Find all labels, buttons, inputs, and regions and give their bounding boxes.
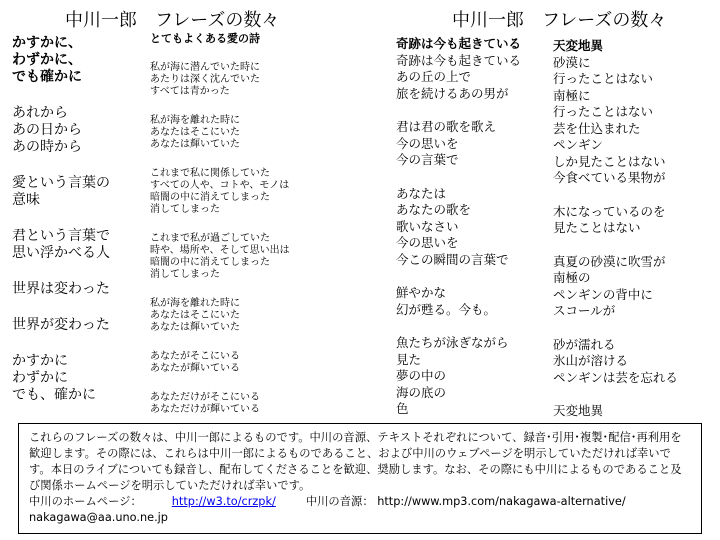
poem-line: あなただけが輝いている <box>150 404 260 415</box>
page-title-right: 中川一郎 フレーズの数々 <box>452 10 667 31</box>
poem-line: すべては青かった <box>150 86 230 97</box>
poem-line: かすかに <box>12 353 68 369</box>
poem-line: あなたは <box>396 185 447 201</box>
poem-line: あなたが輝いている <box>150 363 240 374</box>
poem-line: あなたはそこにいた <box>150 127 240 138</box>
poem-line: 見たことはない <box>553 220 641 235</box>
poem-line: 歌いなさい <box>396 218 459 234</box>
poem-line: 今の思いを <box>396 135 459 151</box>
contact-email: nakagawa@aa.uno.ne.jp <box>29 511 168 524</box>
poem-heading: かすかに、 <box>12 35 82 51</box>
poem-line: 暗闇の中に消えてしまった <box>150 257 270 268</box>
poem-line: 海の底の <box>396 384 447 400</box>
poem-line: あれから <box>12 105 68 121</box>
homepage-label: 中川のホームページ： <box>29 495 142 508</box>
poem-line: ペンギンは芸を忘れる <box>553 369 678 385</box>
poem-line: 消してしまった <box>150 204 220 215</box>
poem-line: あの丘の上で <box>396 69 472 84</box>
poem-line: 時や、場所や、そして思い出は <box>150 245 290 256</box>
poem-line: 芸を仕込まれた <box>553 120 641 136</box>
poem-line: 奇跡は今も起きている <box>396 52 522 68</box>
page-title-left: 中川一郎 フレーズの数々 <box>65 10 280 31</box>
poem-line: 君は君の歌を歌え <box>396 119 497 134</box>
poem-line: 今の言葉で <box>396 152 459 167</box>
poem-line: 今の思いを <box>396 235 459 250</box>
poem-line: 鮮やかな <box>396 285 447 300</box>
copyright-notice-box <box>18 423 702 534</box>
poem-line: 今この瞬間の言葉で <box>396 251 509 267</box>
poem-column-tenpen-chii <box>553 38 713 420</box>
poem-line: 見た <box>396 351 422 367</box>
poem-line: 砂漠に <box>553 54 591 70</box>
poem-line: あなたの歌を <box>396 202 472 217</box>
poem-line: これまで私に関係していた <box>150 168 270 179</box>
poem-line: 魚たちが泳ぎながら <box>396 335 509 350</box>
poem-line: あなたがそこにいる <box>150 351 240 362</box>
poem-line: あの時から <box>12 139 82 155</box>
poem-line: 真夏の砂漠に吹雪が <box>553 253 666 269</box>
poem-line: 砂が濡れる <box>553 336 616 352</box>
poem-line: 南極に <box>553 87 591 103</box>
poem-line: 色 <box>396 401 409 416</box>
poem-line: あの日から <box>12 122 82 138</box>
poem-heading: とてもよくある愛の詩 <box>150 32 260 45</box>
poem-line: 幻が甦る。今も。 <box>396 301 497 317</box>
poem-line: 南極の <box>553 270 591 285</box>
poem-heading: 奇跡は今も起きている <box>396 36 522 51</box>
poem-line: すべての人や、コトや、モノは <box>150 180 290 191</box>
poem-line: あなたは輝いていた <box>150 322 240 333</box>
poem-line: 氷山が溶ける <box>553 353 629 368</box>
poem-line: 今食べている果物が <box>553 170 666 185</box>
poem-line: 旅を続けるあの男が <box>396 85 509 101</box>
poem-line: 愛という言葉の <box>12 175 110 191</box>
poem-line: これまで私が過ごしていた <box>150 233 270 244</box>
poem-line: 君という言葉で <box>12 228 110 244</box>
poem-line: 世界は変わった <box>12 281 110 297</box>
poem-line: 木になっているのを <box>553 203 666 219</box>
poem-line: 消してしまった <box>150 269 220 280</box>
poem-line: 世界が変わった <box>12 317 110 333</box>
source-url: http://www.mp3.com/nakagawa-alternative/ <box>377 495 626 508</box>
poem-line: 私が海に潜んでいた時に <box>150 62 260 73</box>
poem-line: でも、確かに <box>12 387 96 403</box>
poem-line: あなたはそこにいた <box>150 310 240 321</box>
poem-line: ペンギンの背中に <box>553 286 653 302</box>
poem-line: あなたは輝いていた <box>150 139 240 150</box>
poem-line: 思い浮かべる人 <box>12 245 110 261</box>
poem-line: あなただけがそこにいる <box>150 392 260 403</box>
poem-heading: わずかに、 <box>12 52 82 68</box>
poem-line: あたりは深く沈んでいた <box>150 74 260 85</box>
poem-line: 暗闇の中に消えてしまった <box>150 192 270 203</box>
poem-line: 意味 <box>12 192 40 208</box>
poem-line: 行ったことはない <box>553 71 654 86</box>
poem-column-kasukani <box>12 35 142 404</box>
poem-line: スコールが <box>553 303 616 318</box>
poem-line: 私が海を離れた時に <box>150 298 240 309</box>
notice-text: これらのフレーズの数々は、中川一郎によるものです。中川の音源、テキストそれぞれについて、録音･引用･複製･配信･再利用を歓迎します。その際には、これらは中川一郎によるものであること、および中川のウェブページを明示していただければ幸いです。本日のライブについても録音し、配布してくださることを歓迎、奨励します。なお、その際にも中川によるものであること及び関係ホームページを明示していただければ幸いです。 <box>29 431 682 492</box>
poem-column-miracle <box>396 36 546 418</box>
poem-line: わずかに <box>12 370 68 386</box>
poem-heading: でも確かに <box>12 69 82 85</box>
poem-line: しか見たことはない <box>553 153 666 169</box>
poem-line: 天変地異 <box>553 403 604 418</box>
homepage-link[interactable]: http://w3.to/crzpk/ <box>171 495 276 508</box>
poem-line: 夢の中の <box>396 368 447 383</box>
poem-line: 私が海を離れた時に <box>150 115 240 126</box>
source-label: 中川の音源： <box>305 495 374 508</box>
poem-column-love-poem <box>150 33 380 416</box>
poem-line: 行ったことはない <box>553 104 654 119</box>
poem-heading: 天変地異 <box>553 38 604 53</box>
poem-line: ペンギン <box>553 137 603 152</box>
